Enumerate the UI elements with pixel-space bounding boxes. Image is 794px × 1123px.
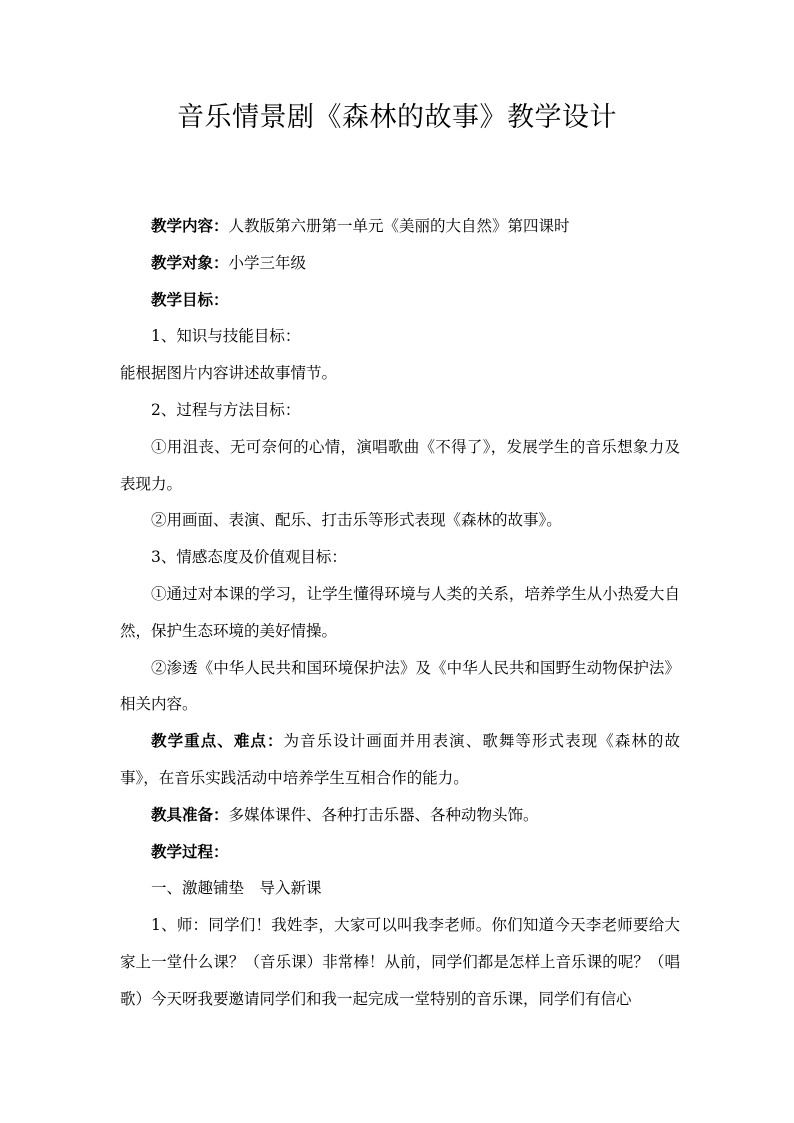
teaching-process-label: 教学过程：	[151, 841, 229, 861]
teaching-content	[120, 208, 680, 245]
goal3-heading: 3、情感态度及价值观目标：	[151, 548, 347, 567]
document-title: 音乐情景剧《森林的故事》教学设计	[177, 102, 617, 133]
goal2-item-1: ①用沮丧、无可奈何的心情，演唱歌曲《不得了》，发展学生的音乐想象力及表现力。	[120, 437, 680, 493]
document-body	[120, 208, 680, 1018]
key-points	[120, 723, 680, 797]
step1-heading: 一、激趣铺垫 导入新课	[151, 879, 322, 898]
key-points-label: 教学重点、难点：	[151, 731, 284, 751]
goal1-heading: 1、知识与技能目标：	[151, 327, 301, 346]
step1-text: 1、师：同学们！我姓李，大家可以叫我李老师。你们知道今天李老师要给大家上一堂什么课？（音乐课）非常棒！从前，同学们都是怎样上音乐课的呢？（唱歌）今天呀我要邀请同学们和我一起完成一堂特别的音乐课，同学们有信心	[120, 916, 680, 1008]
teaching-content-label: 教学内容：	[151, 216, 229, 235]
teaching-aids-text: 多媒体课件、各种打击乐器、各种动物头饰。	[228, 805, 539, 824]
goal2-heading: 2、过程与方法目标：	[151, 400, 301, 419]
teaching-aids-label: 教具准备：	[151, 804, 229, 824]
teaching-goals	[120, 282, 680, 319]
goal2-item-2: ②用画面、表演、配乐、打击乐等形式表现《森林的故事》。	[151, 511, 562, 530]
goal3-item-1: ①通过对本课的学习，让学生懂得环境与人类的关系，培养学生从小热爱大自然，保护生态环境的美好情操。	[120, 584, 680, 640]
goal3-item-2: ②渗透《中华人民共和国环境保护法》及《中华人民共和国野生动物保护法》相关内容。	[120, 658, 680, 714]
teaching-aids	[120, 797, 680, 834]
key-points-text: 为音乐设计画面并用表演、歌舞等形式表现《森林的故事》，在音乐实践活动中培养学生互相合作的能力。	[120, 732, 680, 787]
teaching-object-text: 小学三年级	[228, 253, 307, 272]
goal1-text: 能根据图片内容讲述故事情节。	[120, 364, 338, 383]
teaching-content-text: 人教版第六册第一单元《美丽的大自然》第四课时	[228, 217, 570, 235]
teaching-object	[120, 245, 680, 282]
teaching-goals-label: 教学目标：	[151, 289, 229, 309]
teaching-object-label: 教学对象：	[151, 252, 229, 272]
teaching-process	[120, 834, 680, 871]
